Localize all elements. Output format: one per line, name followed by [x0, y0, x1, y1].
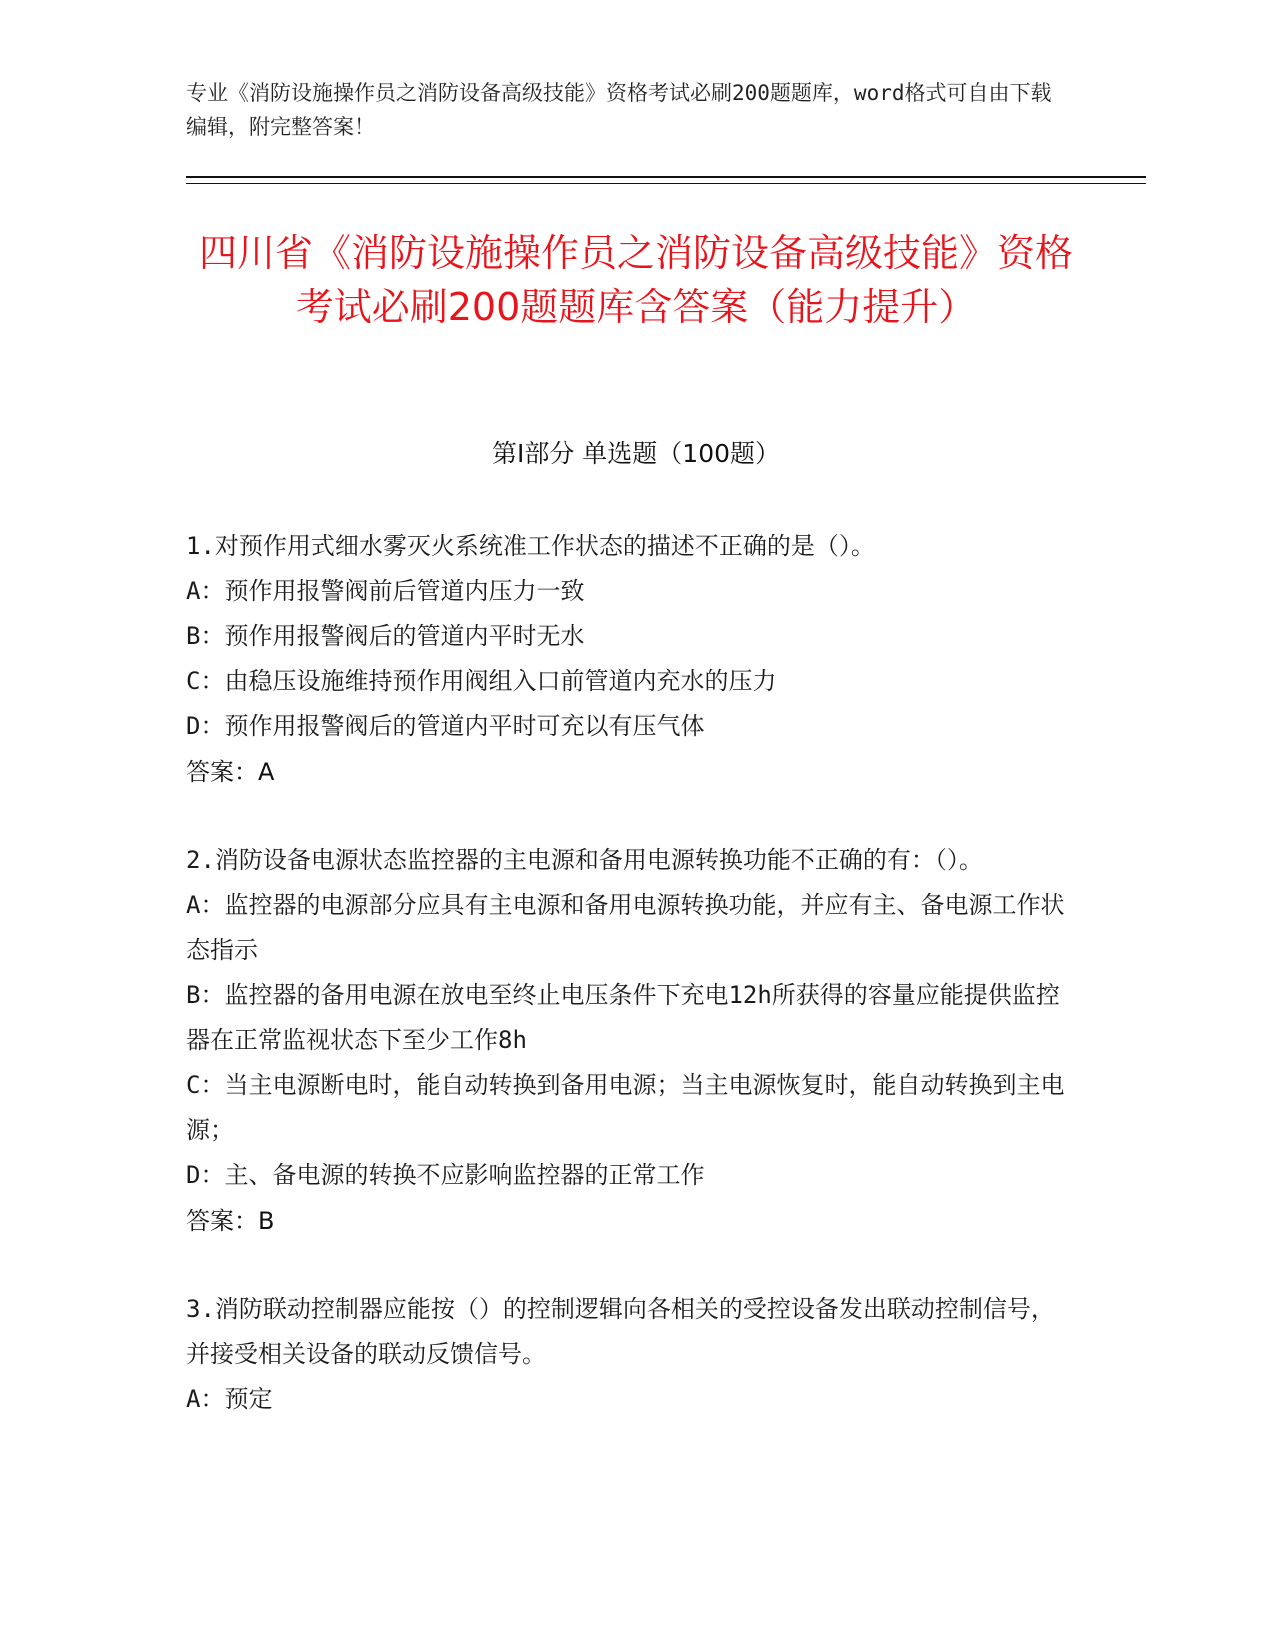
question-stem: 1.对预作用式细水雾灭火系统准工作状态的描述不正确的是（）。 [186, 532, 875, 560]
option-c: C：由稳压设施维持预作用阀组入口前管道内充水的压力 [186, 667, 777, 695]
question-list [186, 524, 1076, 1465]
option-a: A：预定 [186, 1385, 273, 1413]
option-b: B：监控器的备用电源在放电至终止电压条件下充电12h所获得的容量应能提供监控器在正常监视状态下至少工作8h [186, 981, 1060, 1054]
document-title: 四川省《消防设施操作员之消防设备高级技能》资格考试必刷200题题库含答案（能力提升） [198, 231, 1073, 329]
option-c: C：当主电源断电时，能自动转换到备用电源；当主电源恢复时，能自动转换到主电源； [186, 1071, 1065, 1144]
header-divider-thick [186, 176, 1146, 178]
question-stem: 3.消防联动控制器应能按（）的控制逻辑向各相关的受控设备发出联动控制信号，并接受相关设备的联动反馈信号。 [186, 1295, 1055, 1368]
answer-line: 答案：B [186, 1207, 275, 1235]
question-stem: 2.消防设备电源状态监控器的主电源和备用电源转换功能不正确的有：（）。 [186, 846, 983, 874]
answer-line: 答案：A [186, 758, 275, 786]
header-divider-thin [186, 183, 1146, 184]
question-2 [186, 838, 1076, 1244]
header-note: 专业《消防设施操作员之消防设备高级技能》资格考试必刷200题题库，word格式可自由下载编辑，附完整答案！ [186, 81, 1052, 139]
option-a: A：监控器的电源部分应具有主电源和备用电源转换功能，并应有主、备电源工作状态指示 [186, 891, 1065, 964]
question-1 [186, 524, 1076, 795]
option-d: D：主、备电源的转换不应影响监控器的正常工作 [186, 1161, 705, 1189]
question-3 [186, 1287, 1076, 1422]
option-b: B：预作用报警阀后的管道内平时无水 [186, 622, 585, 650]
section-heading: 第Ⅰ部分 单选题（100题） [491, 439, 781, 468]
option-d: D：预作用报警阀后的管道内平时可充以有压气体 [186, 712, 705, 740]
option-a: A：预作用报警阀前后管道内压力一致 [186, 577, 585, 605]
